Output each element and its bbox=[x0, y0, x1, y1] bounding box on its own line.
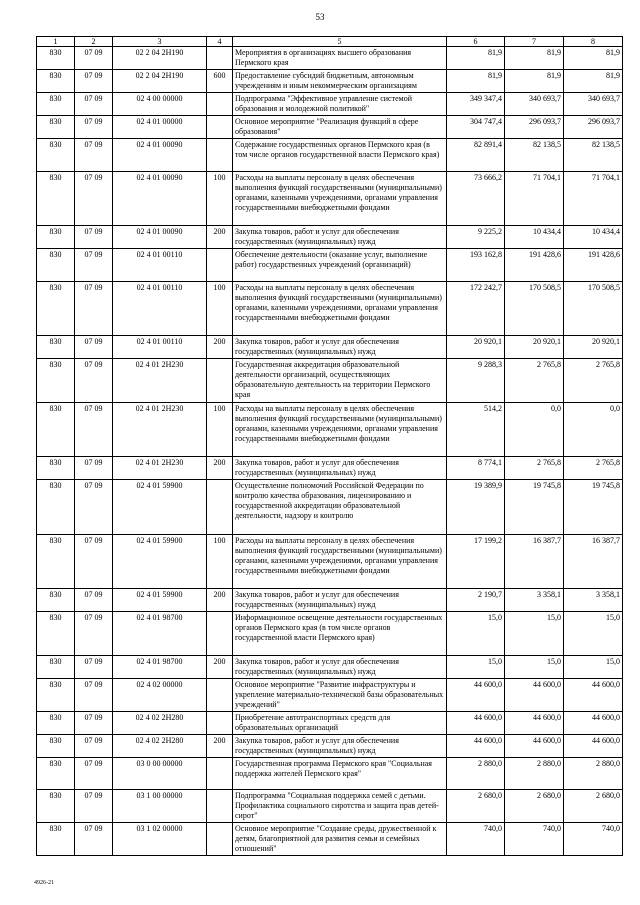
amount-col-7: 10 434,4 bbox=[505, 226, 564, 249]
section-code: 07 09 bbox=[75, 139, 113, 172]
item-name: Приобретение автотранспортных средств для образовательных организаций bbox=[233, 712, 447, 735]
table-row bbox=[37, 535, 623, 589]
amount-col-6: 349 347,4 bbox=[447, 93, 505, 116]
expense-type-code: 200 bbox=[207, 336, 233, 359]
expense-type-code: 200 bbox=[207, 656, 233, 679]
expense-type-code bbox=[207, 679, 233, 712]
expense-type-code: 200 bbox=[207, 226, 233, 249]
budget-code: 830 bbox=[37, 359, 75, 403]
expense-type-code: 600 bbox=[207, 70, 233, 93]
section-code: 07 09 bbox=[75, 758, 113, 790]
section-code: 07 09 bbox=[75, 790, 113, 823]
amount-col-7: 82 138,5 bbox=[505, 139, 564, 172]
column-header: 5 bbox=[233, 37, 447, 47]
column-header: 8 bbox=[564, 37, 623, 47]
item-name: Подпрограмма "Эффективное управление системой образования и молодежной политикой" bbox=[233, 93, 447, 116]
table-row bbox=[37, 612, 623, 656]
amount-col-7: 296 093,7 bbox=[505, 116, 564, 139]
amount-col-8: 16 387,7 bbox=[564, 535, 623, 589]
amount-col-6: 193 162,8 bbox=[447, 249, 505, 282]
section-code: 07 09 bbox=[75, 679, 113, 712]
expense-type-code bbox=[207, 790, 233, 823]
expense-type-code: 100 bbox=[207, 282, 233, 336]
amount-col-8: 2 765,8 bbox=[564, 457, 623, 480]
table-row bbox=[37, 712, 623, 735]
budget-code: 830 bbox=[37, 116, 75, 139]
budget-code: 830 bbox=[37, 589, 75, 612]
amount-col-6: 740,0 bbox=[447, 823, 505, 856]
budget-code: 830 bbox=[37, 823, 75, 856]
table-row bbox=[37, 403, 623, 457]
budget-code: 830 bbox=[37, 172, 75, 226]
amount-col-7: 44 600,0 bbox=[505, 735, 564, 758]
budget-code: 830 bbox=[37, 712, 75, 735]
amount-col-7: 15,0 bbox=[505, 656, 564, 679]
amount-col-7: 2 765,8 bbox=[505, 457, 564, 480]
target-article-code: 02 4 01 2Н230 bbox=[113, 359, 207, 403]
item-name: Основное мероприятие "Создание среды, дружественной к детям, благоприятной для развития семьи и семейных отношений" bbox=[233, 823, 447, 856]
section-code: 07 09 bbox=[75, 70, 113, 93]
target-article-code: 03 1 00 00000 bbox=[113, 790, 207, 823]
budget-code: 830 bbox=[37, 249, 75, 282]
target-article-code: 02 4 01 59900 bbox=[113, 480, 207, 535]
amount-col-7: 71 704,1 bbox=[505, 172, 564, 226]
footer-code: 4926-21 bbox=[34, 880, 54, 886]
budget-code: 830 bbox=[37, 70, 75, 93]
table-row bbox=[37, 116, 623, 139]
amount-col-8: 81,9 bbox=[564, 47, 623, 70]
item-name: Государственная аккредитация образовательной деятельности организаций, осуществляющих образовательную деятельность на территории Пермского края bbox=[233, 359, 447, 403]
table-row bbox=[37, 823, 623, 856]
target-article-code: 02 4 01 2Н230 bbox=[113, 457, 207, 480]
amount-col-8: 71 704,1 bbox=[564, 172, 623, 226]
budget-code: 830 bbox=[37, 735, 75, 758]
budget-code: 830 bbox=[37, 47, 75, 70]
item-name: Информационное освещение деятельности государственных органов Пермского края (в том числе органов государственной власти Пермского края) bbox=[233, 612, 447, 656]
amount-col-8: 15,0 bbox=[564, 656, 623, 679]
budget-code: 830 bbox=[37, 758, 75, 790]
target-article-code: 02 4 02 2Н280 bbox=[113, 712, 207, 735]
table-row bbox=[37, 679, 623, 712]
item-name: Закупка товаров, работ и услуг для обеспечения государственных (муниципальных) нужд bbox=[233, 336, 447, 359]
table-row bbox=[37, 480, 623, 535]
item-name: Расходы на выплаты персоналу в целях обеспечения выполнения функций государственными (муниципальными) органами, казенными учреждениями, органами управления государственными внебюджетными фондами bbox=[233, 282, 447, 336]
amount-col-7: 191 428,6 bbox=[505, 249, 564, 282]
section-code: 07 09 bbox=[75, 735, 113, 758]
item-name: Осуществление полномочий Российской Федерации по контролю качества образования, лицензированию и государственной аккредитации образовательной деятельности, надзору и контролю bbox=[233, 480, 447, 535]
table-row bbox=[37, 758, 623, 790]
amount-col-6: 81,9 bbox=[447, 70, 505, 93]
table-row bbox=[37, 735, 623, 758]
section-code: 07 09 bbox=[75, 712, 113, 735]
expense-type-code bbox=[207, 758, 233, 790]
table-row bbox=[37, 282, 623, 336]
budget-code: 830 bbox=[37, 93, 75, 116]
section-code: 07 09 bbox=[75, 480, 113, 535]
amount-col-8: 0,0 bbox=[564, 403, 623, 457]
target-article-code: 02 2 04 2Н190 bbox=[113, 70, 207, 93]
budget-code: 830 bbox=[37, 336, 75, 359]
budget-code: 830 bbox=[37, 282, 75, 336]
amount-col-7: 0,0 bbox=[505, 403, 564, 457]
budget-code: 830 bbox=[37, 612, 75, 656]
column-header: 1 bbox=[37, 37, 75, 47]
amount-col-8: 82 138,5 bbox=[564, 139, 623, 172]
amount-col-6: 2 880,0 bbox=[447, 758, 505, 790]
table-row bbox=[37, 249, 623, 282]
expense-type-code bbox=[207, 823, 233, 856]
amount-col-6: 15,0 bbox=[447, 656, 505, 679]
budget-code: 830 bbox=[37, 679, 75, 712]
item-name: Подпрограмма "Социальная поддержка семей с детьми. Профилактика социального сиротства и защита прав детей-сирот" bbox=[233, 790, 447, 823]
budget-code: 830 bbox=[37, 656, 75, 679]
section-code: 07 09 bbox=[75, 403, 113, 457]
budget-code: 830 bbox=[37, 480, 75, 535]
budget-code: 830 bbox=[37, 535, 75, 589]
item-name: Закупка товаров, работ и услуг для обеспечения государственных (муниципальных) нужд bbox=[233, 457, 447, 480]
budget-code: 830 bbox=[37, 139, 75, 172]
target-article-code: 02 4 01 00000 bbox=[113, 116, 207, 139]
amount-col-6: 2 190,7 bbox=[447, 589, 505, 612]
amount-col-8: 170 508,5 bbox=[564, 282, 623, 336]
expense-type-code bbox=[207, 249, 233, 282]
section-code: 07 09 bbox=[75, 589, 113, 612]
amount-col-6: 514,2 bbox=[447, 403, 505, 457]
target-article-code: 02 4 01 98700 bbox=[113, 612, 207, 656]
item-name: Предоставление субсидий бюджетным, автономным учреждениям и иным некоммерческим организациям bbox=[233, 70, 447, 93]
amount-col-6: 44 600,0 bbox=[447, 735, 505, 758]
target-article-code: 02 4 02 00000 bbox=[113, 679, 207, 712]
amount-col-8: 10 434,4 bbox=[564, 226, 623, 249]
target-article-code: 02 4 01 00110 bbox=[113, 249, 207, 282]
section-code: 07 09 bbox=[75, 612, 113, 656]
item-name: Закупка товаров, работ и услуг для обеспечения государственных (муниципальных) нужд bbox=[233, 226, 447, 249]
expense-type-code bbox=[207, 612, 233, 656]
column-header: 7 bbox=[505, 37, 564, 47]
amount-col-6: 73 666,2 bbox=[447, 172, 505, 226]
table-row bbox=[37, 790, 623, 823]
target-article-code: 02 4 01 98700 bbox=[113, 656, 207, 679]
amount-col-6: 44 600,0 bbox=[447, 712, 505, 735]
section-code: 07 09 bbox=[75, 93, 113, 116]
amount-col-7: 2 765,8 bbox=[505, 359, 564, 403]
table-body bbox=[37, 47, 623, 856]
section-code: 07 09 bbox=[75, 457, 113, 480]
expense-type-code bbox=[207, 712, 233, 735]
budget-table bbox=[36, 36, 623, 856]
table-row bbox=[37, 93, 623, 116]
amount-col-8: 15,0 bbox=[564, 612, 623, 656]
budget-code: 830 bbox=[37, 226, 75, 249]
amount-col-6: 8 774,1 bbox=[447, 457, 505, 480]
expense-type-code: 100 bbox=[207, 172, 233, 226]
amount-col-6: 44 600,0 bbox=[447, 679, 505, 712]
amount-col-8: 81,9 bbox=[564, 70, 623, 93]
amount-col-6: 2 680,0 bbox=[447, 790, 505, 823]
amount-col-8: 2 765,8 bbox=[564, 359, 623, 403]
target-article-code: 02 4 01 59900 bbox=[113, 589, 207, 612]
section-code: 07 09 bbox=[75, 116, 113, 139]
amount-col-8: 44 600,0 bbox=[564, 679, 623, 712]
expense-type-code: 200 bbox=[207, 735, 233, 758]
amount-col-7: 19 745,8 bbox=[505, 480, 564, 535]
expense-type-code: 100 bbox=[207, 403, 233, 457]
section-code: 07 09 bbox=[75, 47, 113, 70]
section-code: 07 09 bbox=[75, 249, 113, 282]
section-code: 07 09 bbox=[75, 823, 113, 856]
amount-col-6: 20 920,1 bbox=[447, 336, 505, 359]
column-header: 2 bbox=[75, 37, 113, 47]
amount-col-8: 296 093,7 bbox=[564, 116, 623, 139]
item-name: Государственная программа Пермского края "Социальная поддержка жителей Пермского края" bbox=[233, 758, 447, 790]
amount-col-7: 740,0 bbox=[505, 823, 564, 856]
amount-col-7: 44 600,0 bbox=[505, 712, 564, 735]
section-code: 07 09 bbox=[75, 336, 113, 359]
table-row bbox=[37, 70, 623, 93]
amount-col-6: 81,9 bbox=[447, 47, 505, 70]
item-name: Основное мероприятие "Реализация функций в сфере образования" bbox=[233, 116, 447, 139]
item-name: Закупка товаров, работ и услуг для обеспечения государственных (муниципальных) нужд bbox=[233, 735, 447, 758]
item-name: Закупка товаров, работ и услуг для обеспечения государственных (муниципальных) нужд bbox=[233, 656, 447, 679]
amount-col-6: 304 747,4 bbox=[447, 116, 505, 139]
item-name: Основное мероприятие "Развитие инфраструктуры и укрепление материально-технической базы образовательных учреждений" bbox=[233, 679, 447, 712]
table-row bbox=[37, 589, 623, 612]
expense-type-code bbox=[207, 359, 233, 403]
amount-col-7: 340 693,7 bbox=[505, 93, 564, 116]
target-article-code: 02 4 00 00000 bbox=[113, 93, 207, 116]
budget-code: 830 bbox=[37, 457, 75, 480]
target-article-code: 02 4 01 00090 bbox=[113, 139, 207, 172]
page-number: 53 bbox=[315, 12, 325, 22]
target-article-code: 03 0 00 00000 bbox=[113, 758, 207, 790]
item-name: Расходы на выплаты персоналу в целях обеспечения выполнения функций государственными (муниципальными) органами, казенными учреждениями, органами управления государственными внебюджетными фондами bbox=[233, 535, 447, 589]
target-article-code: 02 4 01 00090 bbox=[113, 226, 207, 249]
amount-col-7: 2 680,0 bbox=[505, 790, 564, 823]
amount-col-8: 44 600,0 bbox=[564, 735, 623, 758]
expense-type-code: 200 bbox=[207, 457, 233, 480]
amount-col-8: 44 600,0 bbox=[564, 712, 623, 735]
table-row bbox=[37, 139, 623, 172]
expense-type-code: 200 bbox=[207, 589, 233, 612]
amount-col-7: 16 387,7 bbox=[505, 535, 564, 589]
item-name: Закупка товаров, работ и услуг для обеспечения государственных (муниципальных) нужд bbox=[233, 589, 447, 612]
amount-col-6: 19 389,9 bbox=[447, 480, 505, 535]
table-row bbox=[37, 336, 623, 359]
table-row bbox=[37, 457, 623, 480]
amount-col-6: 172 242,7 bbox=[447, 282, 505, 336]
item-name: Обеспечение деятельности (оказание услуг, выполнение работ) государственных учреждений (организаций) bbox=[233, 249, 447, 282]
amount-col-8: 2 680,0 bbox=[564, 790, 623, 823]
column-header: 3 bbox=[113, 37, 207, 47]
target-article-code: 02 4 01 2Н230 bbox=[113, 403, 207, 457]
target-article-code: 02 4 01 00110 bbox=[113, 336, 207, 359]
table-row bbox=[37, 47, 623, 70]
target-article-code: 03 1 02 00000 bbox=[113, 823, 207, 856]
amount-col-8: 191 428,6 bbox=[564, 249, 623, 282]
budget-code: 830 bbox=[37, 790, 75, 823]
amount-col-7: 81,9 bbox=[505, 47, 564, 70]
amount-col-8: 19 745,8 bbox=[564, 480, 623, 535]
expense-type-code bbox=[207, 139, 233, 172]
amount-col-6: 15,0 bbox=[447, 612, 505, 656]
section-code: 07 09 bbox=[75, 282, 113, 336]
expense-type-code bbox=[207, 47, 233, 70]
section-code: 07 09 bbox=[75, 226, 113, 249]
amount-col-7: 81,9 bbox=[505, 70, 564, 93]
amount-col-7: 2 880,0 bbox=[505, 758, 564, 790]
section-code: 07 09 bbox=[75, 535, 113, 589]
table-row bbox=[37, 226, 623, 249]
item-name: Мероприятия в организациях высшего образования Пермского края bbox=[233, 47, 447, 70]
item-name: Содержание государственных органов Пермского края (в том числе органов государственной власти Пермского края) bbox=[233, 139, 447, 172]
expense-type-code bbox=[207, 116, 233, 139]
target-article-code: 02 4 02 2Н280 bbox=[113, 735, 207, 758]
target-article-code: 02 2 04 2Н190 bbox=[113, 47, 207, 70]
amount-col-7: 15,0 bbox=[505, 612, 564, 656]
amount-col-8: 3 358,1 bbox=[564, 589, 623, 612]
amount-col-7: 3 358,1 bbox=[505, 589, 564, 612]
column-header: 6 bbox=[447, 37, 505, 47]
amount-col-6: 82 891,4 bbox=[447, 139, 505, 172]
target-article-code: 02 4 01 00110 bbox=[113, 282, 207, 336]
table-row bbox=[37, 359, 623, 403]
amount-col-6: 9 288,3 bbox=[447, 359, 505, 403]
amount-col-8: 740,0 bbox=[564, 823, 623, 856]
amount-col-7: 170 508,5 bbox=[505, 282, 564, 336]
amount-col-8: 340 693,7 bbox=[564, 93, 623, 116]
column-number-row bbox=[37, 37, 623, 47]
item-name: Расходы на выплаты персоналу в целях обеспечения выполнения функций государственными (муниципальными) органами, казенными учреждениями, органами управления государственными внебюджетными фондами bbox=[233, 172, 447, 226]
expense-type-code bbox=[207, 93, 233, 116]
amount-col-6: 17 199,2 bbox=[447, 535, 505, 589]
amount-col-7: 20 920,1 bbox=[505, 336, 564, 359]
section-code: 07 09 bbox=[75, 656, 113, 679]
section-code: 07 09 bbox=[75, 172, 113, 226]
expense-type-code bbox=[207, 480, 233, 535]
table-row bbox=[37, 172, 623, 226]
budget-code: 830 bbox=[37, 403, 75, 457]
amount-col-6: 9 225,2 bbox=[447, 226, 505, 249]
table-row bbox=[37, 656, 623, 679]
amount-col-7: 44 600,0 bbox=[505, 679, 564, 712]
expense-type-code: 100 bbox=[207, 535, 233, 589]
amount-col-8: 20 920,1 bbox=[564, 336, 623, 359]
target-article-code: 02 4 01 59900 bbox=[113, 535, 207, 589]
target-article-code: 02 4 01 00090 bbox=[113, 172, 207, 226]
section-code: 07 09 bbox=[75, 359, 113, 403]
amount-col-8: 2 880,0 bbox=[564, 758, 623, 790]
item-name: Расходы на выплаты персоналу в целях обеспечения выполнения функций государственными (муниципальными) органами, казенными учреждениями, органами управления государственными внебюджетными фондами bbox=[233, 403, 447, 457]
column-header: 4 bbox=[207, 37, 233, 47]
